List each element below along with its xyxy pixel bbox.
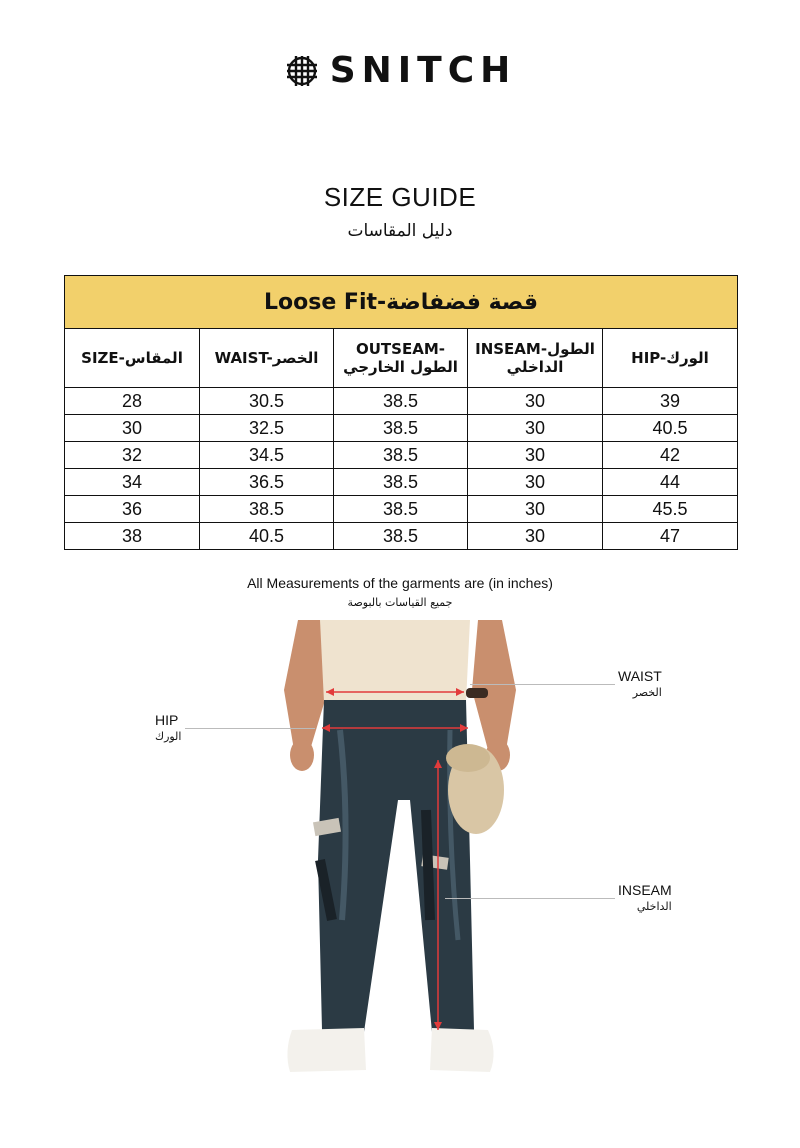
cell-inseam: 30 (468, 442, 603, 469)
cell-outseam: 38.5 (334, 496, 468, 523)
cell-inseam: 30 (468, 415, 603, 442)
cell-waist: 34.5 (200, 442, 334, 469)
hash-grid-icon (284, 53, 320, 89)
brand-logo (0, 50, 800, 91)
cell-outseam: 38.5 (334, 469, 468, 496)
waist-label-ar: الخصر (632, 686, 662, 699)
fit-header-row (65, 276, 738, 329)
cell-waist: 32.5 (200, 415, 334, 442)
header-waist: WAIST-الخصر (200, 329, 334, 388)
cell-inseam: 30 (468, 523, 603, 550)
cell-hip: 40.5 (603, 415, 738, 442)
cell-waist: 40.5 (200, 523, 334, 550)
cell-hip: 42 (603, 442, 738, 469)
waist-callout (618, 668, 662, 699)
size-table (64, 275, 738, 550)
cell-size: 28 (65, 388, 200, 415)
cell-inseam: 30 (468, 469, 603, 496)
inseam-callout (618, 882, 672, 913)
measurement-note-ar: جميع القياسات بالبوصة (347, 596, 453, 609)
cell-size: 38 (65, 523, 200, 550)
cell-outseam: 38.5 (334, 523, 468, 550)
cell-waist: 30.5 (200, 388, 334, 415)
hip-callout (155, 712, 181, 743)
cell-hip: 45.5 (603, 496, 738, 523)
cell-hip: 47 (603, 523, 738, 550)
table-row (65, 496, 738, 523)
header-hip: HIP-الورك (603, 329, 738, 388)
cell-size: 32 (65, 442, 200, 469)
table-row (65, 523, 738, 550)
cell-waist: 38.5 (200, 496, 334, 523)
page-subtitle-ar: دليل المقاسات (347, 221, 453, 241)
table-row (65, 388, 738, 415)
cell-hip: 44 (603, 469, 738, 496)
header-outseam: OUTSEAM- الطول الخارجي (334, 329, 468, 388)
measurement-note: All Measurements of the garments are (in inches) (247, 575, 553, 591)
brand-name: SNITCH (329, 50, 517, 91)
cell-hip: 39 (603, 388, 738, 415)
cell-waist: 36.5 (200, 469, 334, 496)
table-row (65, 415, 738, 442)
cell-outseam: 38.5 (334, 415, 468, 442)
hip-label: HIP (155, 712, 179, 728)
cell-inseam: 30 (468, 496, 603, 523)
cell-size: 34 (65, 469, 200, 496)
hip-label-ar: الورك (155, 730, 182, 743)
column-header-row (65, 329, 738, 388)
cell-size: 30 (65, 415, 200, 442)
cell-inseam: 30 (468, 388, 603, 415)
page-title: SIZE GUIDE (323, 182, 477, 212)
table-row (65, 469, 738, 496)
fit-title: Loose Fit-قصة فضفاضة (65, 276, 738, 329)
header-size: SIZE-المقاس (65, 329, 200, 388)
model-photo (280, 620, 520, 1080)
header-inseam: INSEAM-الطول الداخلي (468, 329, 603, 388)
waist-label: WAIST (618, 668, 662, 684)
cell-outseam: 38.5 (334, 388, 468, 415)
cell-outseam: 38.5 (334, 442, 468, 469)
cell-size: 36 (65, 496, 200, 523)
inseam-label: INSEAM (618, 882, 672, 898)
inseam-label-ar: الداخلي (636, 900, 672, 913)
table-row (65, 442, 738, 469)
